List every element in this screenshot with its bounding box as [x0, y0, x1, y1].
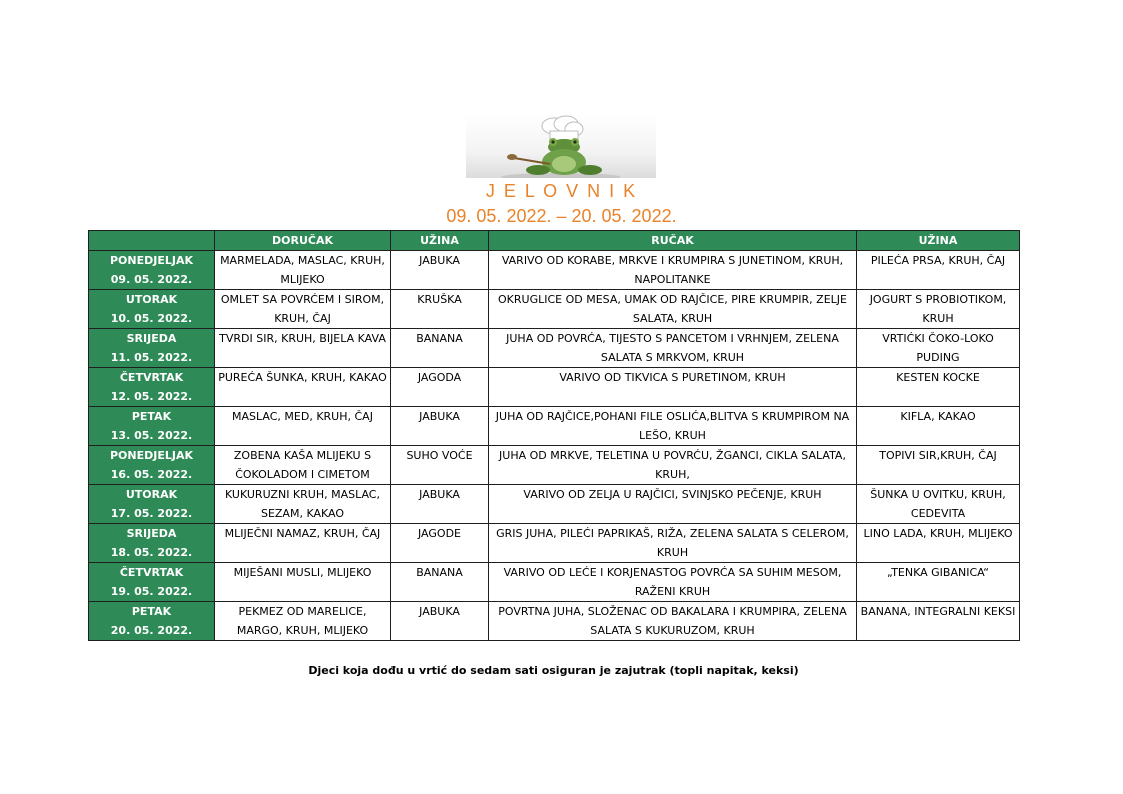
snack-cell: JAGODE [391, 524, 489, 563]
table-row [89, 368, 1020, 407]
afternoon-snack-cell: VRTIĆKI ČOKO-LOKO PUDING [857, 329, 1020, 368]
menu-table [88, 230, 1020, 641]
snack-cell: KRUŠKA [391, 290, 489, 329]
day-date: 10. 05. 2022. [110, 312, 193, 325]
table-row [89, 446, 1020, 485]
chef-frog-logo [466, 114, 656, 178]
lunch-cell: JUHA OD RAJČICE,POHANI FILE OSLIĆA,BLITVA S KRUMPIROM NA LEŠO, KRUH [489, 407, 857, 446]
afternoon-snack-cell: PILEĆA PRSA, KRUH, ČAJ [857, 251, 1020, 290]
day-date: 20. 05. 2022. [110, 624, 193, 637]
chef-frog-icon [466, 114, 656, 178]
breakfast-cell: ZOBENA KAŠA MLIJEKU S ČOKOLADOM I CIMETOM [215, 446, 391, 485]
day-cell [89, 563, 215, 602]
table-row [89, 290, 1020, 329]
lunch-cell: GRIS JUHA, PILEĆI PAPRIKAŠ, RIŽA, ZELENA SALATA S CELEROM, KRUH [489, 524, 857, 563]
table-row [89, 407, 1020, 446]
afternoon-snack-cell: KESTEN KOCKE [857, 368, 1020, 407]
snack-cell: BANANA [391, 563, 489, 602]
day-cell [89, 524, 215, 563]
breakfast-cell: MASLAC, MED, KRUH, ČAJ [215, 407, 391, 446]
snack-cell: JABUKA [391, 251, 489, 290]
page-title: J E L O V N I K [485, 181, 638, 201]
snack-cell: JAGODA [391, 368, 489, 407]
day-date: 09. 05. 2022. [110, 273, 193, 286]
day-column-header [89, 231, 215, 251]
day-cell [89, 290, 215, 329]
day-cell [89, 407, 215, 446]
lunch-cell: VARIVO OD TIKVICA S PURETINOM, KRUH [489, 368, 857, 407]
afternoon-snack-cell: TOPIVI SIR,KRUH, ČAJ [857, 446, 1020, 485]
table-row [89, 602, 1020, 641]
table-row [89, 329, 1020, 368]
day-date: 19. 05. 2022. [110, 585, 193, 598]
snack-cell: JABUKA [391, 485, 489, 524]
day-date: 12. 05. 2022. [110, 390, 193, 403]
afternoon-snack-cell: ŠUNKA U OVITKU, KRUH, CEDEVITA [857, 485, 1020, 524]
afternoon-snack-cell: „TENKA GIBANICA“ [857, 563, 1020, 602]
day-name: UTORAK [125, 293, 178, 306]
header-row [89, 231, 1020, 251]
snack-cell: SUHO VOĆE [391, 446, 489, 485]
afternoon-snack-cell: BANANA, INTEGRALNI KEKSI [857, 602, 1020, 641]
afternoon-snack-cell: KIFLA, KAKAO [857, 407, 1020, 446]
day-name: SRIJEDA [126, 527, 177, 540]
day-cell [89, 446, 215, 485]
day-date: 16. 05. 2022. [110, 468, 193, 481]
day-name: PETAK [131, 605, 172, 618]
snack-cell: JABUKA [391, 407, 489, 446]
table-row [89, 485, 1020, 524]
breakfast-cell: MLIJEČNI NAMAZ, KRUH, ČAJ [215, 524, 391, 563]
day-date: 11. 05. 2022. [110, 351, 193, 364]
breakfast-column-header: DORUČAK [215, 231, 391, 251]
breakfast-cell: KUKURUZNI KRUH, MASLAC, SEZAM, KAKAO [215, 485, 391, 524]
afternoon-snack-cell: LINO LADA, KRUH, MLIJEKO [857, 524, 1020, 563]
breakfast-cell: MIJEŠANI MUSLI, MLIJEKO [215, 563, 391, 602]
snack-cell: BANANA [391, 329, 489, 368]
day-date: 17. 05. 2022. [110, 507, 193, 520]
lunch-cell: VARIVO OD KORABE, MRKVE I KRUMPIRA S JUNETINOM, KRUH, NAPOLITANKE [489, 251, 857, 290]
breakfast-cell: OMLET SA POVRĆEM I SIROM, KRUH, ČAJ [215, 290, 391, 329]
lunch-cell: JUHA OD MRKVE, TELETINA U POVRĆU, ŽGANCI, CIKLA SALATA, KRUH, [489, 446, 857, 485]
snack-cell: JABUKA [391, 602, 489, 641]
breakfast-cell: MARMELADA, MASLAC, KRUH, MLIJEKO [215, 251, 391, 290]
day-date: 13. 05. 2022. [110, 429, 193, 442]
lunch-cell: VARIVO OD LEĆE I KORJENASTOG POVRĆA SA SUHIM MESOM, RAŽENI KRUH [489, 563, 857, 602]
snack-column-header: UŽINA [391, 231, 489, 251]
breakfast-cell: TVRDI SIR, KRUH, BIJELA KAVA [215, 329, 391, 368]
afternoon-snack-cell: JOGURT S PROBIOTIKOM, KRUH [857, 290, 1020, 329]
lunch-cell: VARIVO OD ZELJA U RAJČICI, SVINJSKO PEČENJE, KRUH [489, 485, 857, 524]
day-name: PETAK [131, 410, 172, 423]
breakfast-note: Djeci koja dođu u vrtić do sedam sati osiguran je zajutrak (topli napitak, keksi) [308, 664, 799, 677]
day-name: PONEDJELJAK [109, 254, 193, 267]
day-cell [89, 329, 215, 368]
afternoon-snack-column-header: UŽINA [857, 231, 1020, 251]
day-name: UTORAK [125, 488, 178, 501]
day-cell [89, 602, 215, 641]
day-name: SRIJEDA [126, 332, 177, 345]
lunch-cell: JUHA OD POVRĆA, TIJESTO S PANCETOM I VRHNJEM, ZELENA SALATA S MRKVOM, KRUH [489, 329, 857, 368]
day-cell [89, 485, 215, 524]
breakfast-cell: PUREĆA ŠUNKA, KRUH, KAKAO [215, 368, 391, 407]
day-name: ČETVRTAK [119, 566, 184, 579]
table-row [89, 251, 1020, 290]
day-date: 18. 05. 2022. [110, 546, 193, 559]
table-row [89, 563, 1020, 602]
lunch-cell: POVRTNA JUHA, SLOŽENAC OD BAKALARA I KRUMPIRA, ZELENA SALATA S KUKURUZOM, KRUH [489, 602, 857, 641]
date-range: 09. 05. 2022. – 20. 05. 2022. [446, 206, 677, 226]
table-row [89, 524, 1020, 563]
lunch-cell: OKRUGLICE OD MESA, UMAK OD RAJČICE, PIRE KRUMPIR, ZELJE SALATA, KRUH [489, 290, 857, 329]
day-cell [89, 368, 215, 407]
breakfast-cell: PEKMEZ OD MARELICE, MARGO, KRUH, MLIJEKO [215, 602, 391, 641]
lunch-column-header: RUČAK [489, 231, 857, 251]
day-name: PONEDJELJAK [109, 449, 193, 462]
day-name: ČETVRTAK [119, 371, 184, 384]
day-cell [89, 251, 215, 290]
